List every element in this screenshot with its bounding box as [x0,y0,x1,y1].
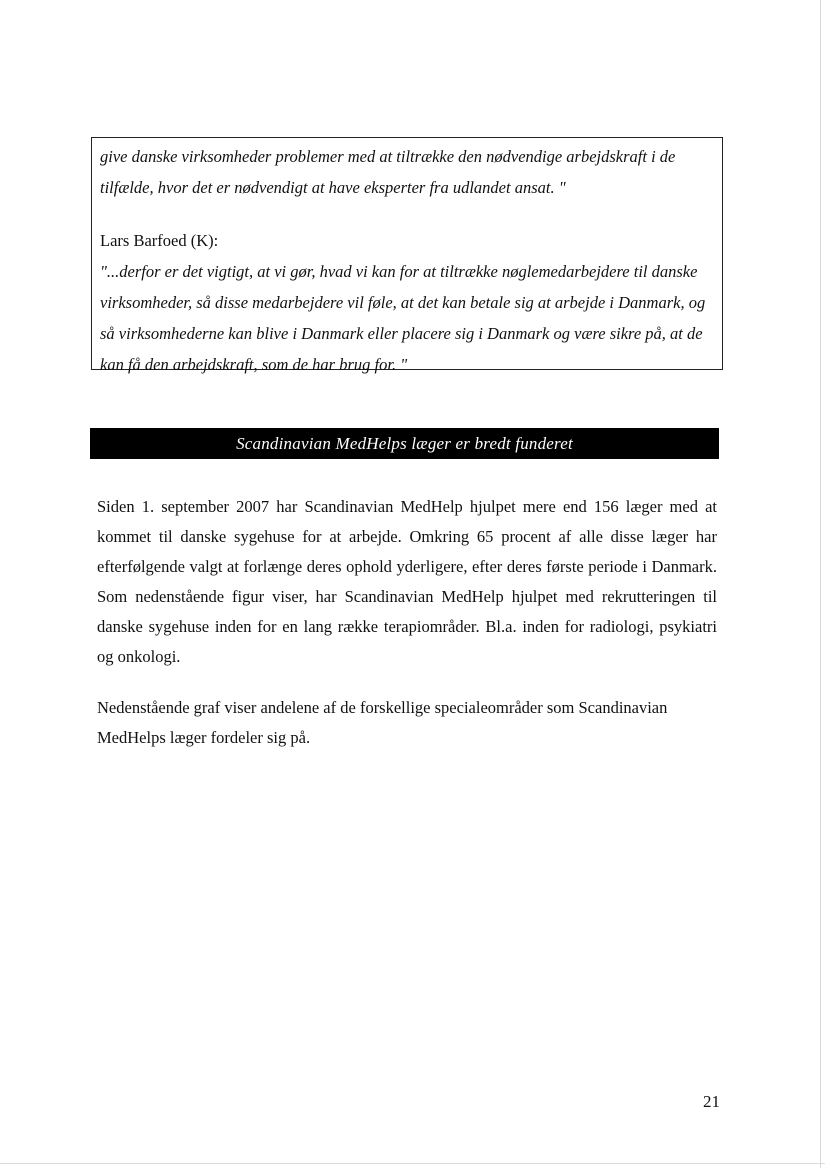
scan-edge-line [0,1163,825,1164]
paragraph-line: Siden 1. september 2007 har Scandinavian MedHelp hjulpet mere end 156 læger med at [97,497,717,516]
section-heading: Scandinavian MedHelps læger er bredt funderet [90,428,719,459]
page-number: 21 [703,1092,720,1111]
body-paragraph [97,492,717,672]
quote-line: "...derfor er det vigtigt, at vi gør, hvad vi kan for at tiltrække nøglemedarbejdere til danske [100,262,698,281]
paragraph-line: danske sygehuse inden for en lang række terapiområder. Bl.a. inden for radiologi, psykiatri [97,617,717,636]
quote-line: give danske virksomheder problemer med at tiltrække den nødvendige arbejdskraft i de [100,147,676,166]
paragraph-line: Som nedenstående figur viser, har Scandinavian MedHelp hjulpet med rekrutteringen til [97,587,717,606]
quote-box [91,137,723,374]
paragraph-line: Nedenstående graf viser andelene af de forskellige specialeområder som Scandinavian [97,698,668,717]
paragraph-line: MedHelps læger fordeler sig på. [97,728,311,747]
quote-line: virksomheder, så disse medarbejdere vil føle, at det kan betale sig at arbejde i Danmark, og [100,293,706,312]
quote-line: så virksomhederne kan blive i Danmark eller placere sig i Danmark og være sikre på, at de [100,324,703,343]
scan-edge-line [820,0,821,1168]
quote-line: kan få den arbejdskraft, som de har brug for. " [100,355,408,374]
paragraph-line: kommet til danske sygehuse for at arbejde. Omkring 65 procent af alle disse læger har [97,527,717,546]
body-paragraph [97,693,717,753]
paragraph-line: og onkologi. [97,647,181,666]
paragraph-line: efterfølgende valgt at forlænge deres ophold yderligere, efter deres første periode i Danmark. [97,557,717,576]
quote-line: tilfælde, hvor det er nødvendigt at have eksperter fra udlandet ansat. " [100,178,566,197]
quote-speaker: Lars Barfoed (K): [100,231,219,250]
